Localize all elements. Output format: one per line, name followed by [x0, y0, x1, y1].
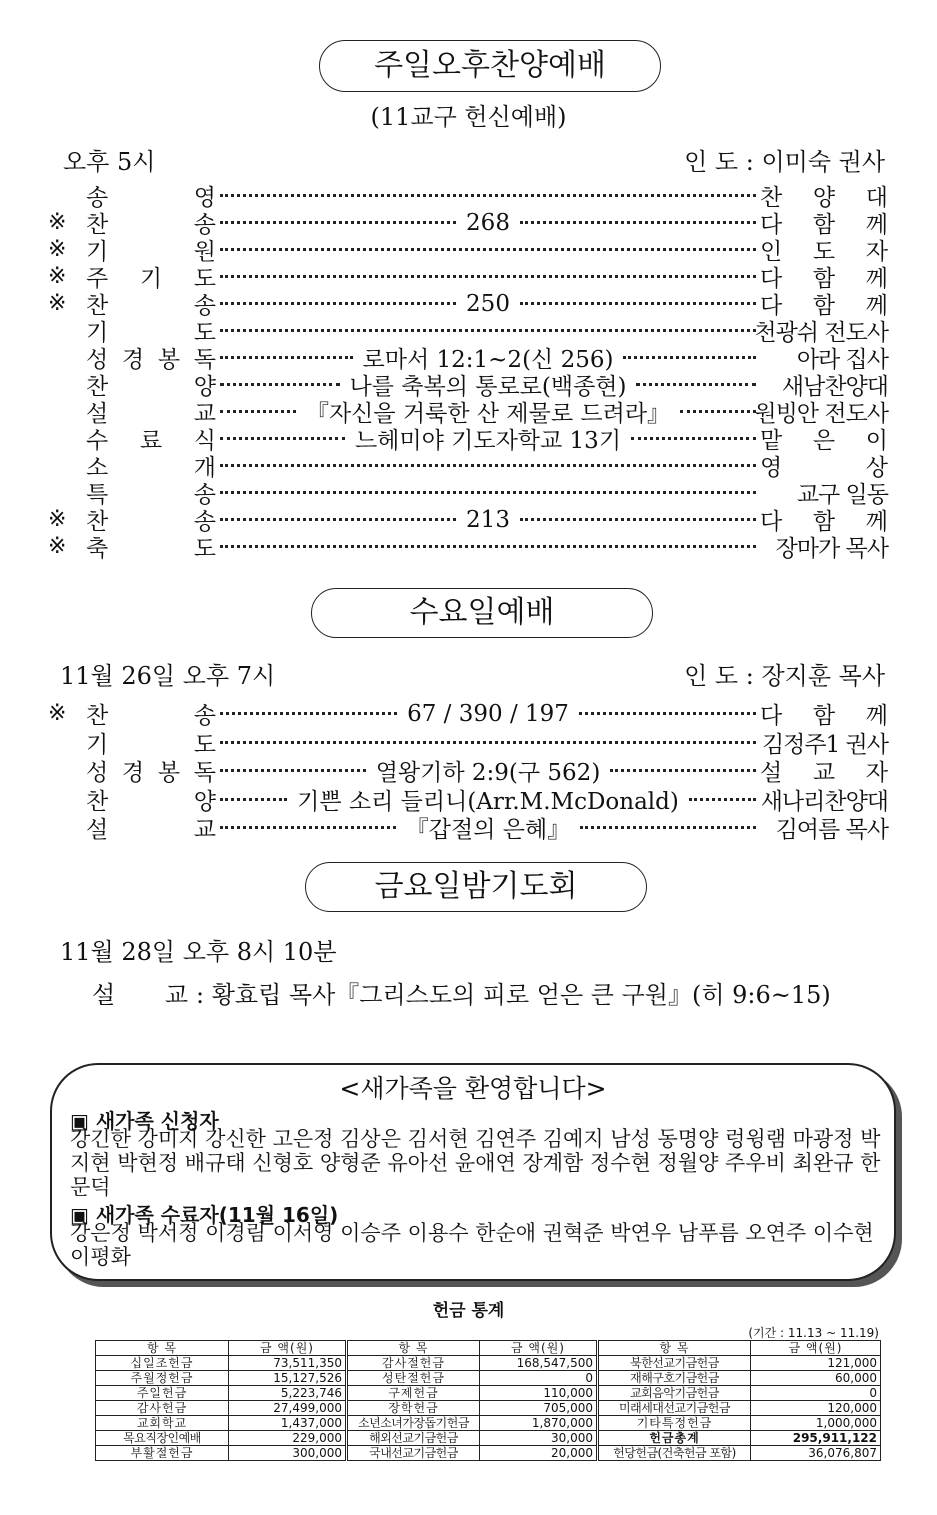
sunday-row: [48, 533, 888, 560]
finance-header-cell: 항 목: [96, 1341, 229, 1356]
standing-mark: ※: [48, 534, 67, 559]
finance-amount: 20,000: [480, 1446, 598, 1461]
dot-leader: [220, 798, 287, 801]
finance-amount: 36,076,807: [751, 1446, 881, 1461]
applicants-names: 강긴한 강미지 강신한 고은정 김상은 김서현 김연주 김예지 남성 동명양 렁윙램 마광정 박지현 박현정 배규태 신형호 양형준 유아선 윤애연 장계함 정수현 정월양 주우비 최완규 한문덕: [70, 1127, 881, 1199]
wednesday-row: [48, 729, 888, 756]
sunday-person: 인 도 자: [760, 239, 888, 265]
dot-leader: [631, 437, 756, 440]
dot-leader: [580, 826, 756, 829]
standing-mark: ※: [48, 507, 67, 532]
sunday-person: 아라 집사: [796, 347, 888, 373]
wednesday-row: [48, 700, 888, 727]
wednesday-label: 성 경 봉 독: [86, 760, 216, 786]
sunday-detail: 나를 축복의 통로로(백종현): [349, 374, 627, 400]
finance-amount: 5,223,746: [229, 1386, 347, 1401]
dot-leader: [623, 356, 756, 359]
finance-amount: 73,511,350: [229, 1356, 347, 1371]
sunday-row: [48, 317, 888, 344]
wednesday-label: 찬 양: [86, 788, 216, 815]
finance-item: 소년소녀가장돕기헌금: [347, 1416, 480, 1431]
sunday-label: 축 도: [86, 536, 216, 562]
new-family-box: [50, 1063, 896, 1281]
dot-leader: [220, 491, 756, 494]
sunday-row: [48, 182, 888, 209]
sunday-label: 성 경 봉 독: [86, 347, 216, 373]
dot-leader: [220, 410, 296, 413]
finance-amount: 705,000: [480, 1401, 598, 1416]
dot-leader: [220, 221, 456, 224]
dot-leader: [610, 769, 756, 772]
sunday-label: 찬 양: [86, 374, 216, 400]
wednesday-detail: 열왕기하 2:9(구 562): [375, 760, 601, 786]
finance-amount: 27,499,000: [229, 1401, 347, 1416]
sunday-label: 찬 송: [86, 509, 216, 535]
finance-item: 부활절헌금: [96, 1446, 229, 1461]
finance-header-cell: 금 액(원): [229, 1341, 347, 1356]
sunday-detail: 250: [466, 290, 510, 317]
sunday-label: 찬 송: [86, 293, 216, 319]
sunday-person: 천광쉬 전도사: [754, 320, 888, 346]
wednesday-person: 김정주1 권사: [761, 731, 888, 758]
finance-row: [96, 1401, 881, 1416]
sunday-person: 원빙안 전도사: [754, 401, 888, 427]
finance-item: 해외선교기금헌금: [347, 1431, 480, 1446]
finance-item: 교회음악기금헌금: [598, 1386, 751, 1401]
sunday-row: [48, 398, 888, 425]
dot-leader: [636, 383, 756, 386]
sunday-label: 기 원: [86, 239, 216, 265]
sunday-row: [48, 290, 888, 317]
sunday-person: 다 함 께: [760, 293, 888, 319]
sunday-label: 소 개: [86, 455, 216, 481]
finance-row: [96, 1416, 881, 1431]
finance-row: [96, 1386, 881, 1401]
finance-header-cell: 금 액(원): [751, 1341, 881, 1356]
wednesday-row: [48, 786, 888, 813]
finance-row: [96, 1356, 881, 1371]
finance-item: 기타특정헌금: [598, 1416, 751, 1431]
friday-sermon-label: 설 교: [92, 981, 188, 1009]
friday-sermon: : 황효립 목사『그리스도의 피로 얻은 큰 구원』(히 9:6~15): [196, 981, 831, 1009]
finance-header-cell: 항 목: [347, 1341, 480, 1356]
sunday-label: 특 송: [86, 482, 216, 508]
finance-amount: 0: [751, 1386, 881, 1401]
sunday-label: 수 료 식: [86, 428, 216, 454]
dot-leader: [220, 302, 456, 305]
finance-header-cell: 항 목: [598, 1341, 751, 1356]
standing-mark: ※: [48, 264, 67, 289]
sunday-person: 장마가 목사: [775, 536, 888, 562]
finance-amount: 15,127,526: [229, 1371, 347, 1386]
sunday-person: 영 상: [760, 455, 888, 481]
standing-mark: ※: [48, 237, 67, 262]
finance-item: 국내선교기금헌금: [347, 1446, 480, 1461]
finance-amount: 120,000: [751, 1401, 881, 1416]
dot-leader: [689, 798, 756, 801]
wednesday-person: 설 교 자: [760, 760, 889, 786]
finance-item: 주일헌금: [96, 1386, 229, 1401]
sunday-detail: 213: [466, 506, 510, 533]
finance-header-row: [96, 1341, 881, 1356]
sunday-time: 오후 5시: [63, 148, 156, 176]
finance-item: 주월정헌금: [96, 1371, 229, 1386]
dot-leader: [220, 383, 340, 386]
finance-table: [95, 1340, 881, 1461]
dot-leader: [520, 221, 756, 224]
finance-item: 교회학교: [96, 1416, 229, 1431]
finance-item: 북한선교기금헌금: [598, 1356, 751, 1371]
finance-amount: 30,000: [480, 1431, 598, 1446]
dot-leader: [220, 826, 396, 829]
sunday-person: 다 함 께: [760, 212, 888, 238]
wednesday-leader: 인 도 : 장지훈 목사: [684, 662, 885, 690]
sunday-leader: 인 도 : 이미숙 권사: [684, 148, 885, 176]
wednesday-row: [48, 814, 888, 841]
finance-row: [96, 1446, 881, 1461]
finance-item: 목요직장인예배: [96, 1431, 229, 1446]
graduates-names: 강은정 박서정 이경림 이서영 이승주 이용수 한순애 권혁준 박연우 남푸름 오연주 이수현 이평화: [70, 1221, 874, 1269]
sunday-row: [48, 263, 888, 290]
finance-amount: 229,000: [229, 1431, 347, 1446]
wednesday-detail: 기쁜 소리 들리니(Arr.M.McDonald): [297, 788, 679, 815]
finance-item: 장학헌금: [347, 1401, 480, 1416]
sunday-label: 주 기 도: [86, 266, 216, 292]
sunday-row: [48, 506, 888, 533]
friday-time: 11월 28일 오후 8시 10분: [60, 938, 337, 966]
finance-amount: 0: [480, 1371, 598, 1386]
wednesday-label: 찬 송: [86, 703, 216, 729]
sunday-label: 송 영: [86, 185, 216, 211]
dot-leader: [220, 712, 397, 715]
sunday-row: [48, 344, 888, 371]
dot-leader: [220, 275, 756, 278]
sunday-label: 기 도: [86, 320, 216, 346]
wednesday-time: 11월 26일 오후 7시: [60, 662, 276, 690]
sunday-detail: 『자신을 거룩한 산 제물로 드려라』: [305, 401, 671, 427]
sunday-person: 교구 일동: [796, 482, 888, 508]
dot-leader: [520, 302, 756, 305]
standing-mark: ※: [48, 291, 67, 316]
finance-amount: 300,000: [229, 1446, 347, 1461]
dot-leader: [220, 518, 456, 521]
finance-amount: 1,437,000: [229, 1416, 347, 1431]
finance-item: 감사헌금: [96, 1401, 229, 1416]
wednesday-detail: 『갑절의 은혜』: [405, 817, 571, 843]
sunday-person: 다 함 께: [760, 266, 888, 292]
sunday-label: 설 교: [86, 401, 216, 427]
applicants-label: ▣ 새가족 신청자: [70, 1109, 219, 1133]
dot-leader: [680, 410, 756, 413]
finance-amount: 295,911,122: [751, 1431, 881, 1446]
wednesday-person: 새나리찬양대: [760, 788, 889, 815]
sunday-person: 새남찬양대: [781, 374, 888, 400]
sunday-row: [48, 479, 888, 506]
dot-leader: [220, 769, 366, 772]
finance-item: 헌금총계: [598, 1431, 751, 1446]
sunday-detail: 로마서 12:1~2(신 256): [362, 347, 614, 373]
finance-item: 재해구호기금헌금: [598, 1371, 751, 1386]
wednesday-title: 수요일예배: [311, 588, 653, 638]
finance-amount: 60,000: [751, 1371, 881, 1386]
dot-leader: [220, 545, 756, 548]
wednesday-row: [48, 757, 888, 784]
finance-amount: 110,000: [480, 1386, 598, 1401]
finance-row: [96, 1431, 881, 1446]
wednesday-person: 김여름 목사: [775, 817, 888, 843]
finance-item: 헌당헌금(건축헌금 포함): [598, 1446, 751, 1461]
dot-leader: [520, 518, 756, 521]
finance-title: 헌금 통계: [432, 1301, 505, 1321]
finance-amount: 121,000: [751, 1356, 881, 1371]
wednesday-label: 기 도: [86, 731, 216, 758]
wednesday-label: 설 교: [86, 817, 216, 843]
dot-leader: [579, 712, 756, 715]
dot-leader: [220, 437, 345, 440]
dot-leader: [220, 741, 756, 744]
graduates-label: ▣ 새가족 수료자(11월 16일): [70, 1203, 339, 1227]
new-family-title: <새가족을 환영합니다>: [339, 1074, 607, 1103]
finance-header-cell: 금 액(원): [480, 1341, 598, 1356]
standing-mark: ※: [48, 210, 67, 235]
dot-leader: [220, 194, 756, 197]
dot-leader: [220, 464, 756, 467]
finance-amount: 1,000,000: [751, 1416, 881, 1431]
finance-item: 십일조헌금: [96, 1356, 229, 1371]
wednesday-person: 다 함 께: [760, 703, 888, 729]
finance-item: 미래세대선교기금헌금: [598, 1401, 751, 1416]
finance-item: 성탄절헌금: [347, 1371, 480, 1386]
sunday-row: [48, 236, 888, 263]
sunday-label: 찬 송: [86, 212, 216, 238]
sunday-detail: 268: [466, 209, 510, 236]
sunday-row: [48, 209, 888, 236]
wednesday-detail: 67 / 390 / 197: [407, 700, 569, 727]
dot-leader: [220, 356, 353, 359]
sunday-person: 다 함 께: [760, 509, 888, 535]
finance-row: [96, 1371, 881, 1386]
finance-item: 감사절헌금: [347, 1356, 480, 1371]
sunday-row: [48, 371, 888, 398]
standing-mark: ※: [48, 701, 67, 726]
dot-leader: [220, 329, 756, 332]
friday-title: 금요일밤기도회: [305, 862, 647, 912]
sunday-detail: 느헤미야 기도자학교 13기: [354, 428, 622, 454]
finance-amount: 168,547,500: [480, 1356, 598, 1371]
finance-period: (기간 : 11.13 ~ 11.19): [748, 1326, 879, 1340]
sunday-title: 주일오후찬양예배: [319, 40, 661, 92]
finance-amount: 1,870,000: [480, 1416, 598, 1431]
sunday-subtitle: (11교구 헌신예배): [370, 103, 567, 131]
finance-item: 구제헌금: [347, 1386, 480, 1401]
dot-leader: [220, 248, 756, 251]
sunday-row: [48, 425, 888, 452]
sunday-person: 맡 은 이: [760, 428, 889, 454]
sunday-person: 찬 양 대: [760, 185, 888, 211]
sunday-row: [48, 452, 888, 479]
